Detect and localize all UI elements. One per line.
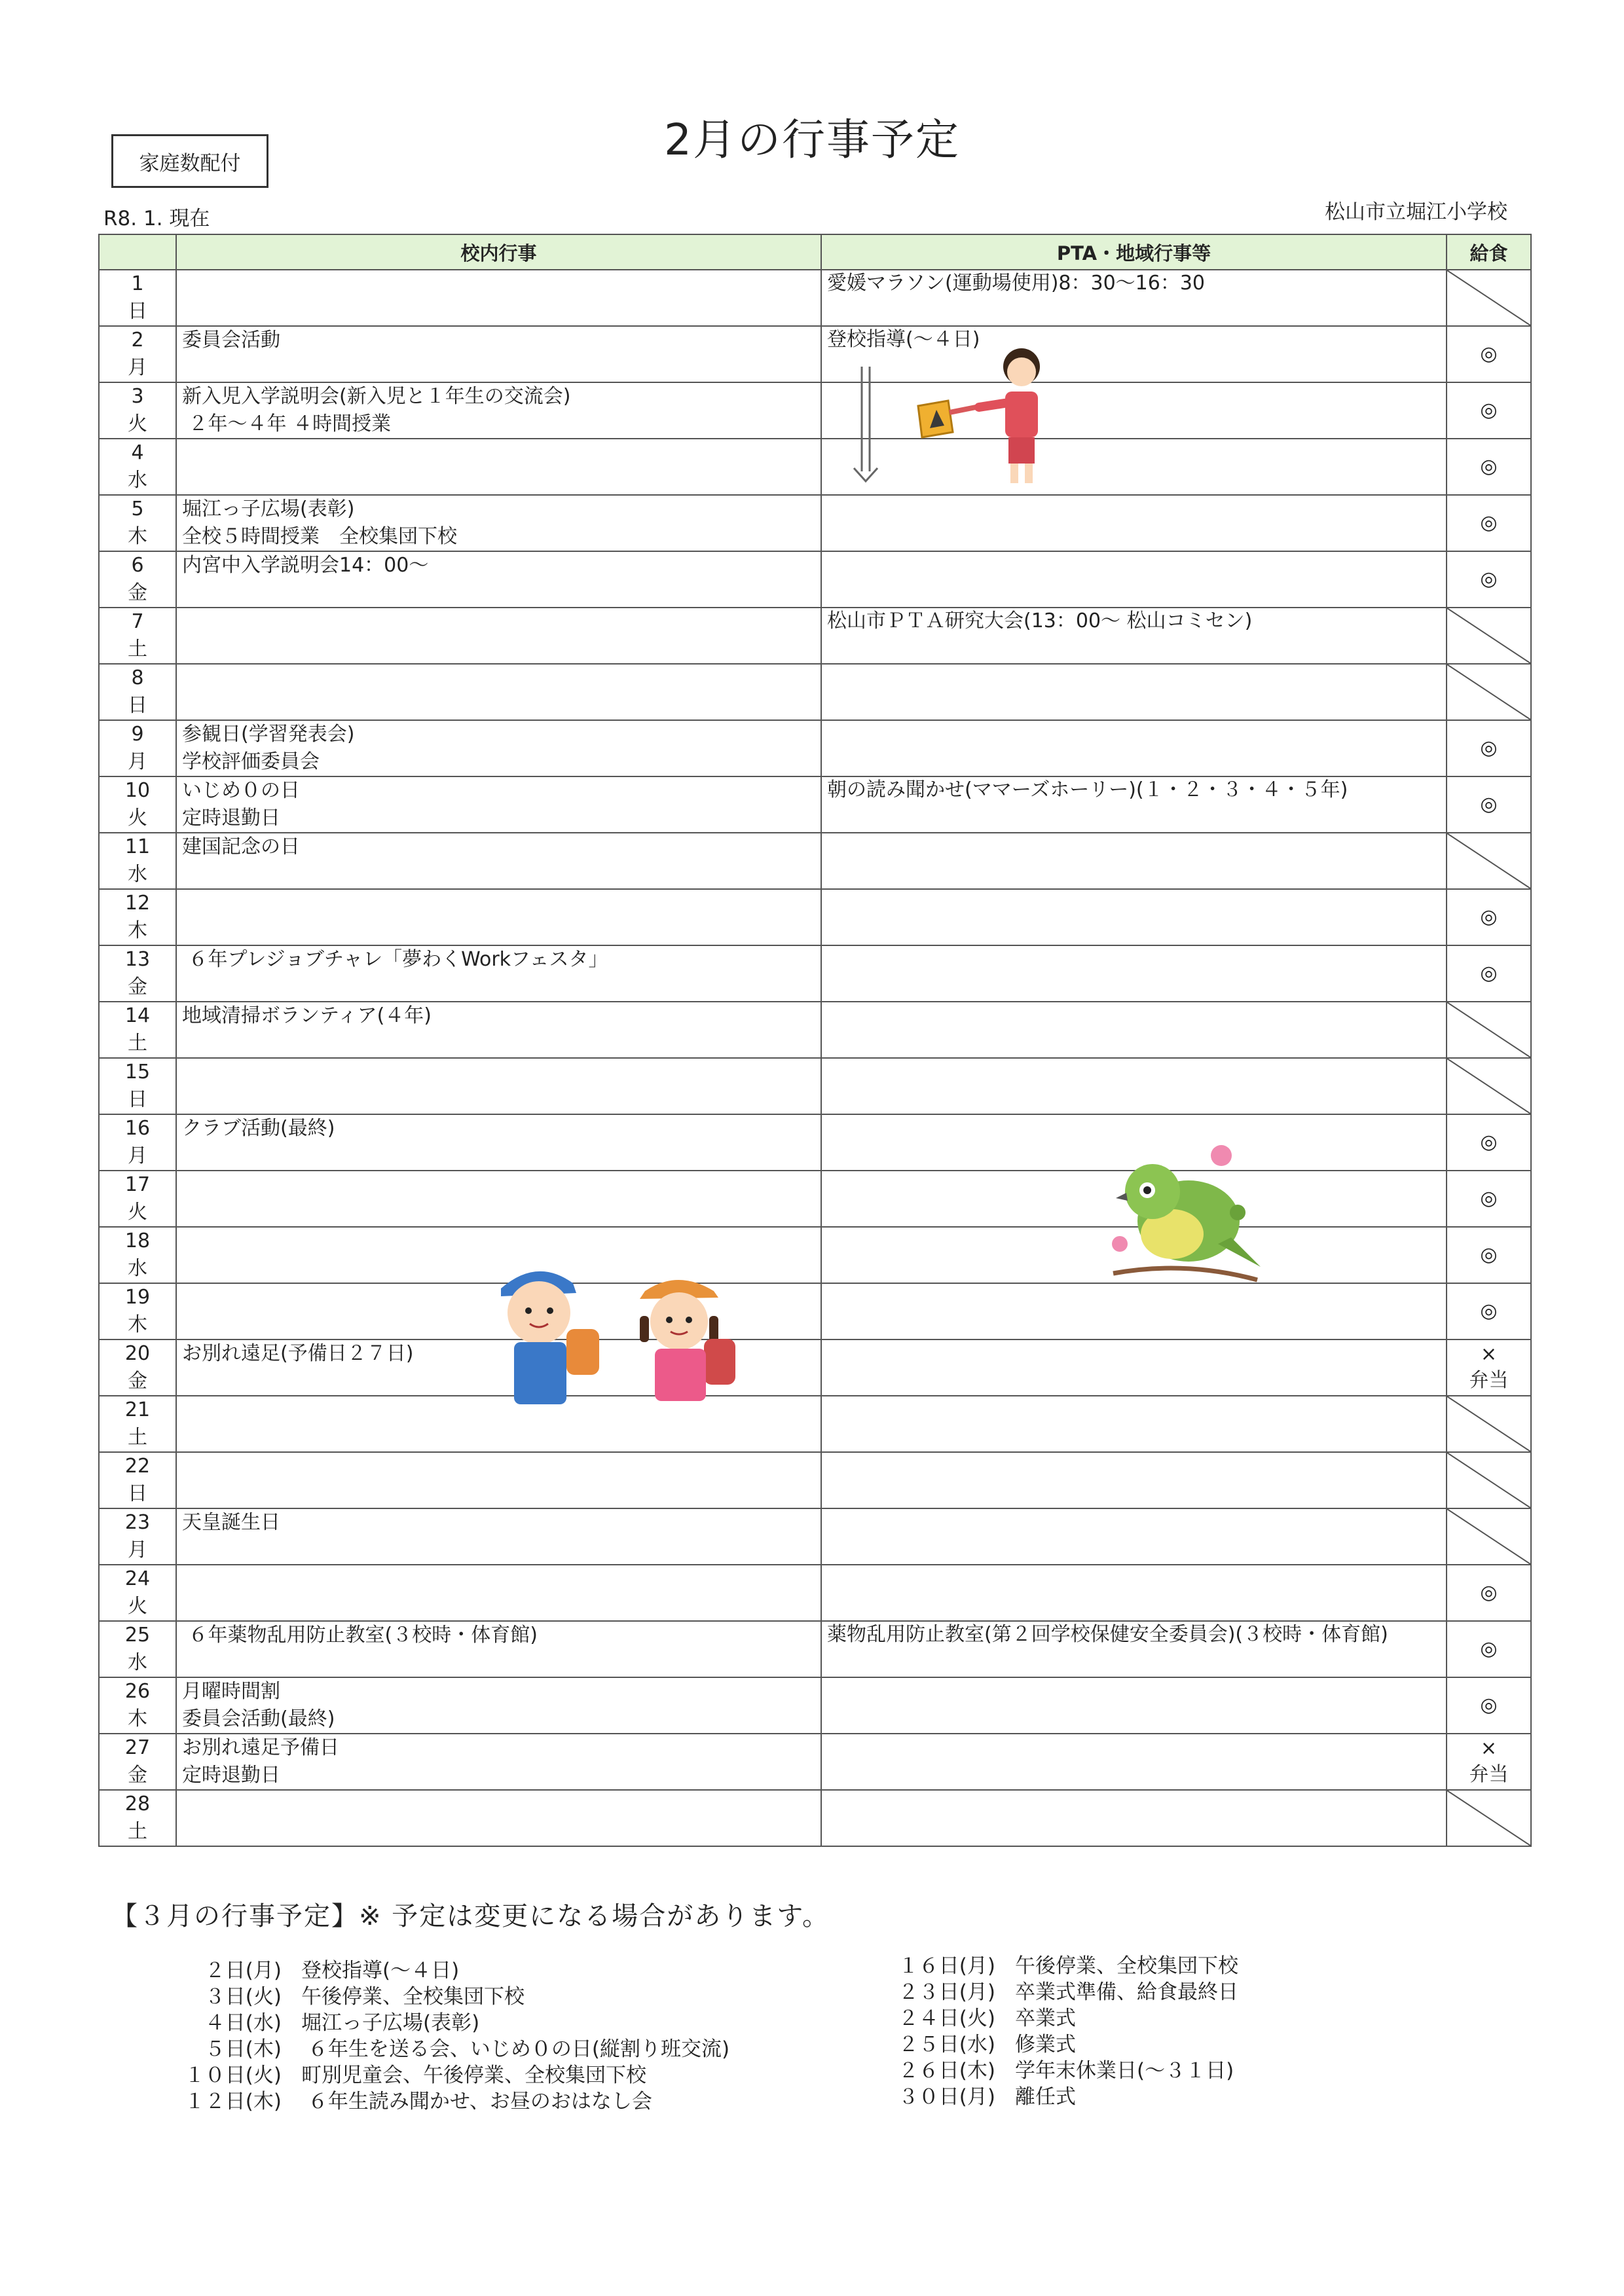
date-cell: [99, 945, 176, 1002]
march-schedule-left: [157, 1958, 729, 2115]
school-event-cell: [176, 833, 821, 889]
day-number: 25: [124, 1624, 151, 1647]
pta-event-text: 登校指導(〜４日): [827, 328, 980, 351]
day-number: 26: [124, 1680, 151, 1703]
march-event-text: 午後停業、全校集団下校: [301, 1985, 525, 2009]
date-cell: [99, 776, 176, 833]
school-event-text: ２年〜４年 ４時間授業: [182, 412, 392, 435]
school-event-cell: [176, 664, 821, 720]
day-of-week: 月: [128, 1539, 147, 1561]
pta-event-cell: [821, 270, 1447, 326]
date-cell: [99, 1734, 176, 1790]
pta-event-cell: [821, 1621, 1447, 1677]
day-number: 17: [124, 1173, 151, 1196]
school-event-cell: [176, 551, 821, 608]
lunch-mark: ◎: [1480, 455, 1498, 478]
day-of-week: 水: [128, 469, 147, 492]
school-event-cell: [176, 1621, 821, 1677]
pta-event-text: 薬物乱用防止教室(第２回学校保健安全委員会)(３校時・体育館): [827, 1623, 1388, 1646]
pta-event-text: 愛媛マラソン(運動場使用)8：30〜16：30: [827, 272, 1206, 295]
no-lunch-diagonal: [1447, 833, 1530, 888]
pta-event-cell: [821, 1734, 1447, 1790]
lunch-cell: [1447, 495, 1531, 551]
lunch-mark: ◎: [1480, 1300, 1498, 1322]
school-event-text: 月曜時間割: [182, 1680, 280, 1703]
lunch-cell: [1447, 1734, 1531, 1790]
school-name: 松山市立堀江小学校: [1325, 200, 1507, 224]
pta-event-cell: [821, 608, 1447, 664]
school-event-text: クラブ活動(最終): [182, 1117, 335, 1140]
no-lunch-cell: [1447, 608, 1531, 664]
march-event-text: ６年生読み聞かせ、お昼のおはなし会: [301, 2090, 652, 2113]
day-of-week: 日: [128, 694, 147, 717]
schedule-row: [99, 608, 1531, 664]
lunch-cell: [1447, 720, 1531, 776]
lunch-cell: [1447, 945, 1531, 1002]
lunch-mark: ◎: [1480, 568, 1498, 591]
pta-event-cell: [821, 1508, 1447, 1565]
no-lunch-cell: [1447, 1508, 1531, 1565]
schedule-body: [99, 270, 1531, 1846]
lunch-mark: ◎: [1480, 1187, 1498, 1210]
day-number: 16: [124, 1117, 151, 1140]
no-lunch-diagonal: [1447, 608, 1530, 663]
march-event-text: 午後停業、全校集団下校: [1015, 1954, 1238, 1978]
pta-event-cell: [821, 833, 1447, 889]
date-cell: [99, 1227, 176, 1283]
school-event-text: いじめ０の日: [182, 779, 300, 802]
lunch-cell: [1447, 1114, 1531, 1171]
school-event-text: ６年プレジョブチャレ「夢わくWorkフェスタ」: [182, 948, 608, 971]
no-lunch-cell: [1447, 833, 1531, 889]
march-event-text: 離任式: [1015, 2085, 1076, 2109]
pta-event-cell: [821, 1283, 1447, 1339]
no-lunch-cell: [1447, 1002, 1531, 1058]
date-cell: [99, 1677, 176, 1734]
schedule-row: [99, 551, 1531, 608]
day-number: 5: [131, 498, 144, 520]
schedule-row: [99, 270, 1531, 326]
pta-event-cell: [821, 1452, 1447, 1508]
march-event-date: ４日(水): [204, 2011, 282, 2035]
day-of-week: 土: [128, 1426, 147, 1449]
march-event-text: 堀江っ子広場(表彰): [301, 2011, 480, 2035]
schedule-row: [99, 439, 1531, 495]
march-event-item: [871, 2032, 1238, 2058]
march-event-date: ２６日(木): [898, 2059, 995, 2083]
pta-event-cell: [821, 776, 1447, 833]
day-of-week: 木: [128, 919, 147, 942]
march-event-text: 修業式: [1015, 2033, 1076, 2056]
pta-event-cell: [821, 551, 1447, 608]
day-of-week: 火: [128, 807, 147, 829]
lunch-mark: ◎: [1480, 962, 1498, 985]
march-event-item: [871, 1953, 1238, 1979]
day-of-week: 土: [128, 1820, 147, 1843]
lunch-cell: [1447, 1565, 1531, 1621]
school-event-cell: [176, 1002, 821, 1058]
lunch-mark: ◎: [1480, 399, 1498, 422]
schedule-row: [99, 776, 1531, 833]
lunch-mark: ◎: [1480, 1694, 1498, 1717]
date-cell: [99, 889, 176, 945]
school-event-cell: [176, 1677, 821, 1734]
date-cell: [99, 1790, 176, 1846]
march-event-item: [871, 2084, 1238, 2110]
school-event-text: 委員会活動(最終): [182, 1707, 335, 1730]
schedule-row: [99, 495, 1531, 551]
date-cell: [99, 495, 176, 551]
no-lunch-cell: [1447, 1790, 1531, 1846]
day-number: 19: [124, 1286, 151, 1309]
day-number: 18: [124, 1230, 151, 1252]
march-event-text: 卒業式準備、給食最終日: [1015, 1980, 1238, 2004]
pta-event-cell: [821, 945, 1447, 1002]
no-lunch-diagonal: [1447, 1509, 1530, 1564]
march-event-date: ２４日(火): [898, 2007, 995, 2030]
day-of-week: 土: [128, 638, 147, 661]
pta-event-cell: [821, 1002, 1447, 1058]
date-cell: [99, 270, 176, 326]
date-cell: [99, 1114, 176, 1171]
day-number: 15: [124, 1061, 151, 1084]
school-event-cell: [176, 439, 821, 495]
day-of-week: 火: [128, 1201, 147, 1224]
march-event-text: 町別児童会、午後停業、全校集団下校: [301, 2064, 646, 2087]
day-number: 12: [124, 892, 151, 915]
lunch-cell: [1447, 1677, 1531, 1734]
school-event-text: 定時退勤日: [182, 807, 280, 829]
date-cell: [99, 833, 176, 889]
distribution-badge: 家庭数配付: [111, 134, 268, 188]
date-cell: [99, 439, 176, 495]
bird-illustration: [1107, 1139, 1277, 1290]
lunch-mark: ◎: [1480, 793, 1498, 816]
date-cell: [99, 720, 176, 776]
lunch-cell: [1447, 1171, 1531, 1227]
school-event-text: 全校５時間授業 全校集団下校: [182, 525, 457, 548]
lunch-cell: [1447, 1283, 1531, 1339]
schedule-row: [99, 945, 1531, 1002]
children-illustration: [488, 1257, 743, 1408]
school-event-cell: [176, 495, 821, 551]
school-event-cell: [176, 382, 821, 439]
school-event-cell: [176, 608, 821, 664]
day-number: 4: [131, 441, 144, 464]
march-event-date: ２３日(月): [898, 1980, 995, 2004]
lunch-mark: ◎: [1480, 1131, 1498, 1154]
school-event-cell: [176, 326, 821, 382]
march-event-text: ６年生を送る会、いじめ０の日(縦割り班交流): [301, 2037, 730, 2061]
date-header: [99, 234, 176, 270]
pta-event-cell: [821, 1790, 1447, 1846]
march-event-date: ３０日(月): [898, 2085, 995, 2109]
day-of-week: 日: [128, 1482, 147, 1505]
day-number: 2: [131, 329, 144, 352]
march-schedule-title: 【３月の行事予定】※ 予定は変更になる場合があります。: [111, 1901, 830, 1931]
lunch-cell: [1447, 1339, 1531, 1396]
day-number: 20: [124, 1342, 151, 1365]
school-event-text: お別れ遠足(予備日２７日): [182, 1342, 414, 1365]
day-of-week: 水: [128, 1651, 147, 1674]
lunch-mark: ◎: [1480, 342, 1498, 365]
day-number: 24: [124, 1567, 151, 1590]
pta-event-cell: [821, 889, 1447, 945]
date-cell: [99, 1171, 176, 1227]
day-number: 11: [124, 835, 151, 858]
date-cell: [99, 1058, 176, 1114]
lunch-cell: [1447, 889, 1531, 945]
school-event-cell: [176, 1058, 821, 1114]
no-lunch-cell: [1447, 1396, 1531, 1452]
school-event-cell: [176, 270, 821, 326]
school-event-cell: [176, 1508, 821, 1565]
day-of-week: 金: [128, 1370, 147, 1393]
date-cell: [99, 326, 176, 382]
day-of-week: 月: [128, 356, 147, 379]
lunch-cell: [1447, 326, 1531, 382]
crossing-guard-illustration: [845, 340, 1061, 491]
pta-event-cell: [821, 720, 1447, 776]
schedule-row: [99, 889, 1531, 945]
school-event-text: 建国記念の日: [182, 835, 300, 858]
march-schedule-right: [871, 1953, 1238, 2110]
lunch-cell: [1447, 439, 1531, 495]
no-lunch-diagonal: [1447, 1396, 1530, 1451]
day-number: 22: [124, 1455, 151, 1478]
march-event-item: [871, 2005, 1238, 2032]
pta-event-cell: [821, 664, 1447, 720]
no-lunch-cell: [1447, 1058, 1531, 1114]
school-event-text: ６年薬物乱用防止教室(３校時・体育館): [182, 1624, 538, 1647]
date-cell: [99, 382, 176, 439]
day-number: 27: [124, 1736, 151, 1759]
day-number: 10: [124, 779, 151, 802]
day-number: 8: [131, 666, 144, 689]
day-number: 9: [131, 723, 144, 746]
day-number: 23: [124, 1511, 151, 1534]
day-of-week: 月: [128, 750, 147, 773]
school-event-text: 内宮中入学説明会14：00〜: [182, 554, 429, 577]
day-of-week: 木: [128, 1707, 147, 1730]
schedule-row: [99, 664, 1531, 720]
march-event-item: [157, 2010, 729, 2036]
schedule-row: [99, 1677, 1531, 1734]
schedule-row: [99, 1283, 1531, 1339]
school-event-text: 定時退勤日: [182, 1764, 280, 1787]
schedule-row: [99, 1621, 1531, 1677]
day-of-week: 水: [128, 1257, 147, 1280]
school-event-cell: [176, 1452, 821, 1508]
pta-events-header: PTA・地域行事等: [821, 234, 1447, 270]
page-title: 2月の行事予定: [664, 115, 960, 165]
day-number: 14: [124, 1004, 151, 1027]
schedule-row: [99, 1171, 1531, 1227]
school-event-text: お別れ遠足予備日: [182, 1736, 339, 1759]
as-of-date: R8. 1. 現在: [103, 207, 210, 230]
school-event-text: 堀江っ子広場(表彰): [182, 498, 355, 520]
lunch-mark: ◎: [1480, 1243, 1498, 1266]
date-cell: [99, 1452, 176, 1508]
day-of-week: 金: [128, 975, 147, 998]
no-lunch-cell: [1447, 1452, 1531, 1508]
pta-event-text: 松山市ＰＴＡ研究大会(13：00〜 松山コミセン): [827, 610, 1253, 632]
day-of-week: 火: [128, 412, 147, 435]
day-number: 6: [131, 554, 144, 577]
date-cell: [99, 1283, 176, 1339]
day-number: 21: [124, 1398, 151, 1421]
day-number: 3: [131, 385, 144, 408]
lunch-mark: ◎: [1480, 905, 1498, 928]
school-event-text: 学校評価委員会: [182, 750, 320, 773]
march-event-date: ３日(火): [204, 1985, 282, 2009]
march-event-item: [157, 2036, 729, 2062]
date-cell: [99, 664, 176, 720]
no-lunch-diagonal: [1447, 270, 1530, 325]
pta-event-text: 朝の読み聞かせ(ママーズホーリー)(１・２・３・４・５年): [827, 778, 1348, 801]
school-event-cell: [176, 1171, 821, 1227]
day-of-week: 土: [128, 1032, 147, 1055]
school-event-cell: [176, 776, 821, 833]
march-event-date: ５日(木): [204, 2037, 282, 2061]
pta-event-cell: [821, 1677, 1447, 1734]
day-of-week: 火: [128, 1595, 147, 1618]
schedule-row: [99, 382, 1531, 439]
lunch-mark: × 弁当: [1469, 1737, 1509, 1786]
school-event-text: 委員会活動: [182, 329, 280, 352]
schedule-row: [99, 1508, 1531, 1565]
day-number: 28: [124, 1793, 151, 1815]
no-lunch-diagonal: [1447, 1453, 1530, 1508]
pta-event-cell: [821, 495, 1447, 551]
date-cell: [99, 1002, 176, 1058]
lunch-mark: ◎: [1480, 1637, 1498, 1660]
march-event-date: １２日(木): [184, 2090, 282, 2113]
pta-event-cell: [821, 1565, 1447, 1621]
school-event-cell: [176, 1790, 821, 1846]
lunch-mark: ◎: [1480, 737, 1498, 759]
school-event-text: 天皇誕生日: [182, 1511, 280, 1534]
day-of-week: 月: [128, 1144, 147, 1167]
no-lunch-diagonal: [1447, 1002, 1530, 1057]
schedule-table: [98, 234, 1532, 1847]
school-event-cell: [176, 1114, 821, 1171]
school-event-cell: [176, 1565, 821, 1621]
lunch-cell: [1447, 1227, 1531, 1283]
day-number: 7: [131, 610, 144, 633]
school-event-text: 参観日(学習発表会): [182, 723, 355, 746]
pta-event-cell: [821, 1339, 1447, 1396]
lunch-cell: [1447, 382, 1531, 439]
schedule-row: [99, 720, 1531, 776]
day-of-week: 日: [128, 1088, 147, 1111]
march-event-item: [871, 2058, 1238, 2084]
schedule-row: [99, 326, 1531, 382]
march-event-text: 学年末休業日(〜３１日): [1015, 2059, 1234, 2083]
pta-event-cell: [821, 1058, 1447, 1114]
date-cell: [99, 1339, 176, 1396]
no-lunch-cell: [1447, 664, 1531, 720]
lunch-cell: [1447, 776, 1531, 833]
day-of-week: 金: [128, 581, 147, 604]
march-event-text: 卒業式: [1015, 2007, 1076, 2030]
pta-event-cell: [821, 1396, 1447, 1452]
day-number: 13: [124, 948, 151, 971]
schedule-row: [99, 1227, 1531, 1283]
lunch-header: 給食: [1447, 234, 1531, 270]
school-event-cell: [176, 889, 821, 945]
date-cell: [99, 551, 176, 608]
school-event-cell: [176, 720, 821, 776]
march-event-date: ２日(月): [204, 1959, 282, 1982]
schedule-row: [99, 833, 1531, 889]
march-event-date: １６日(月): [898, 1954, 995, 1978]
no-lunch-diagonal: [1447, 665, 1530, 720]
march-event-item: [157, 1958, 729, 1984]
schedule-row: [99, 1565, 1531, 1621]
march-event-date: ２５日(水): [898, 2033, 995, 2056]
no-lunch-cell: [1447, 270, 1531, 326]
schedule-row: [99, 1396, 1531, 1452]
date-cell: [99, 1508, 176, 1565]
march-event-item: [157, 2062, 729, 2088]
march-event-item: [871, 1979, 1238, 2005]
lunch-cell: [1447, 1621, 1531, 1677]
date-cell: [99, 608, 176, 664]
schedule-row: [99, 1734, 1531, 1790]
school-event-cell: [176, 1734, 821, 1790]
schedule-row: [99, 1002, 1531, 1058]
day-number: 1: [131, 272, 144, 295]
lunch-mark: ◎: [1480, 1581, 1498, 1604]
school-event-cell: [176, 945, 821, 1002]
date-cell: [99, 1396, 176, 1452]
no-lunch-diagonal: [1447, 1791, 1530, 1846]
date-cell: [99, 1621, 176, 1677]
march-event-text: 登校指導(〜４日): [301, 1959, 460, 1982]
school-event-text: 新入児入学説明会(新入児と１年生の交流会): [182, 385, 571, 408]
lunch-cell: [1447, 551, 1531, 608]
schedule-row: [99, 1058, 1531, 1114]
schedule-row: [99, 1790, 1531, 1846]
schedule-row: [99, 1452, 1531, 1508]
march-event-item: [157, 2088, 729, 2115]
day-of-week: 日: [128, 300, 147, 323]
lunch-mark: × 弁当: [1469, 1343, 1509, 1392]
day-of-week: 木: [128, 1313, 147, 1336]
school-events-header: 校内行事: [176, 234, 821, 270]
march-event-item: [157, 1984, 729, 2010]
day-of-week: 水: [128, 863, 147, 886]
day-of-week: 金: [128, 1764, 147, 1787]
schedule-row: [99, 1339, 1531, 1396]
march-event-date: １０日(火): [184, 2064, 282, 2087]
day-of-week: 木: [128, 525, 147, 548]
school-event-text: 地域清掃ボランティア(４年): [182, 1004, 432, 1027]
lunch-mark: ◎: [1480, 511, 1498, 534]
schedule-header-row: [99, 234, 1531, 270]
no-lunch-diagonal: [1447, 1059, 1530, 1114]
schedule-row: [99, 1114, 1531, 1171]
date-cell: [99, 1565, 176, 1621]
